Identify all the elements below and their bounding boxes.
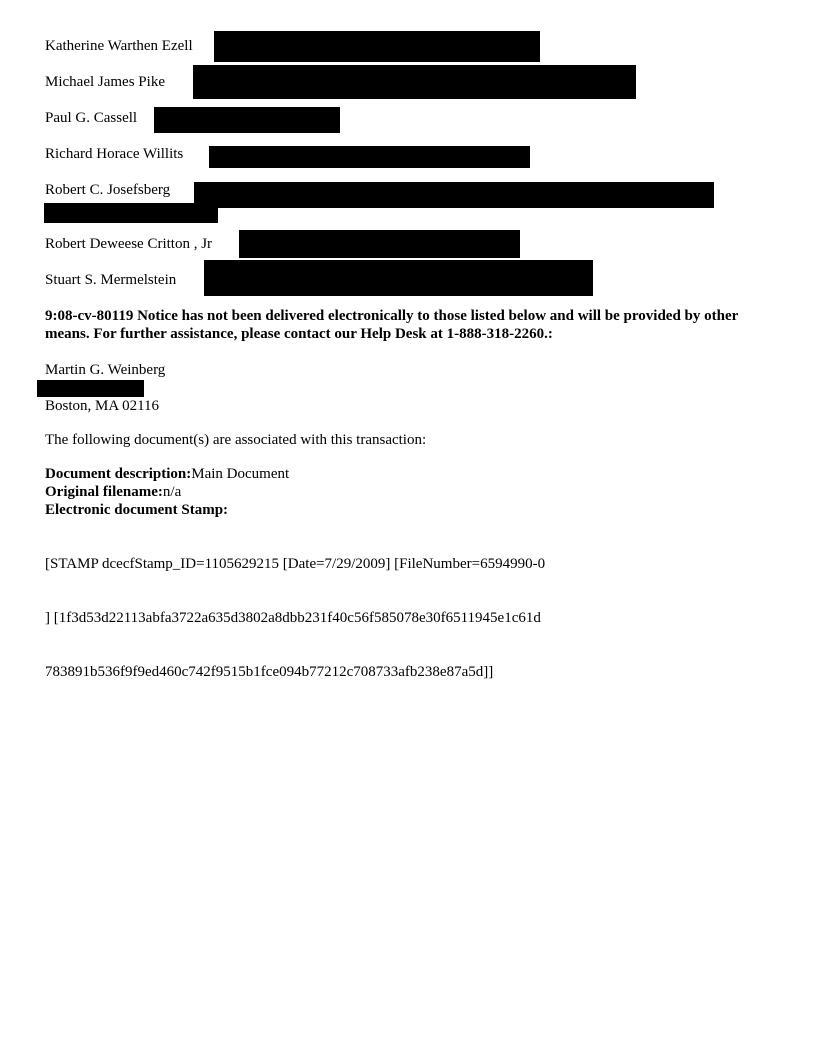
- recipient-name: Katherine Warthen Ezell: [45, 38, 193, 54]
- recipient-name: Richard Horace Willits: [45, 146, 184, 162]
- original-filename-value: n/a: [162, 484, 182, 500]
- electronic-stamp-label: Electronic document Stamp:: [45, 502, 229, 518]
- recipient-name: Michael James Pike: [45, 74, 165, 90]
- paper-recipient-name: Martin G. Weinberg: [45, 362, 166, 378]
- associated-documents-text: The following document(s) are associated with this transaction:: [45, 432, 427, 448]
- redaction-block: [154, 107, 340, 133]
- redaction-block: [209, 146, 530, 168]
- redaction-block: [239, 230, 520, 258]
- redaction-block: [194, 182, 714, 208]
- redaction-block: [193, 65, 636, 99]
- recipient-name: Robert Deweese Critton , Jr: [45, 236, 213, 252]
- redaction-block: [37, 380, 144, 397]
- document-description: [45, 465, 289, 483]
- original-filename: [45, 483, 181, 501]
- original-filename-label: Original filename:: [45, 484, 163, 500]
- redaction-block: [44, 203, 218, 223]
- recipient-name: Robert C. Josefsberg: [45, 182, 171, 198]
- document-description-value: Main Document: [191, 466, 290, 482]
- redaction-block: [204, 260, 593, 296]
- electronic-stamp-text: [45, 519, 605, 717]
- stamp-line: 783891b536f9f9ed460c742f9515b1fce094b77212c708733afb238e87a5d]]: [45, 664, 494, 680]
- stamp-line: [STAMP dcecfStamp_ID=1105629215 [Date=7/29/2009] [FileNumber=6594990-0: [45, 556, 546, 572]
- recipient-name: Paul G. Cassell: [45, 110, 138, 126]
- delivery-notice: 9:08-cv-80119 Notice has not been delivered electronically to those listed below and will be provided by other means. For further assistance, please contact our Help Desk at 1-888-318-2260.:: [45, 308, 739, 342]
- recipient-name: Stuart S. Mermelstein: [45, 272, 177, 288]
- stamp-line: ] [1f3d53d22113abfa3722a635d3802a8dbb231f40c56f585078e30f6511945e1c61d: [45, 610, 541, 626]
- document-description-label: Document description:: [45, 466, 192, 482]
- paper-recipient-city: Boston, MA 02116: [45, 398, 160, 414]
- electronic-stamp-heading: [45, 501, 228, 519]
- redaction-block: [214, 31, 540, 62]
